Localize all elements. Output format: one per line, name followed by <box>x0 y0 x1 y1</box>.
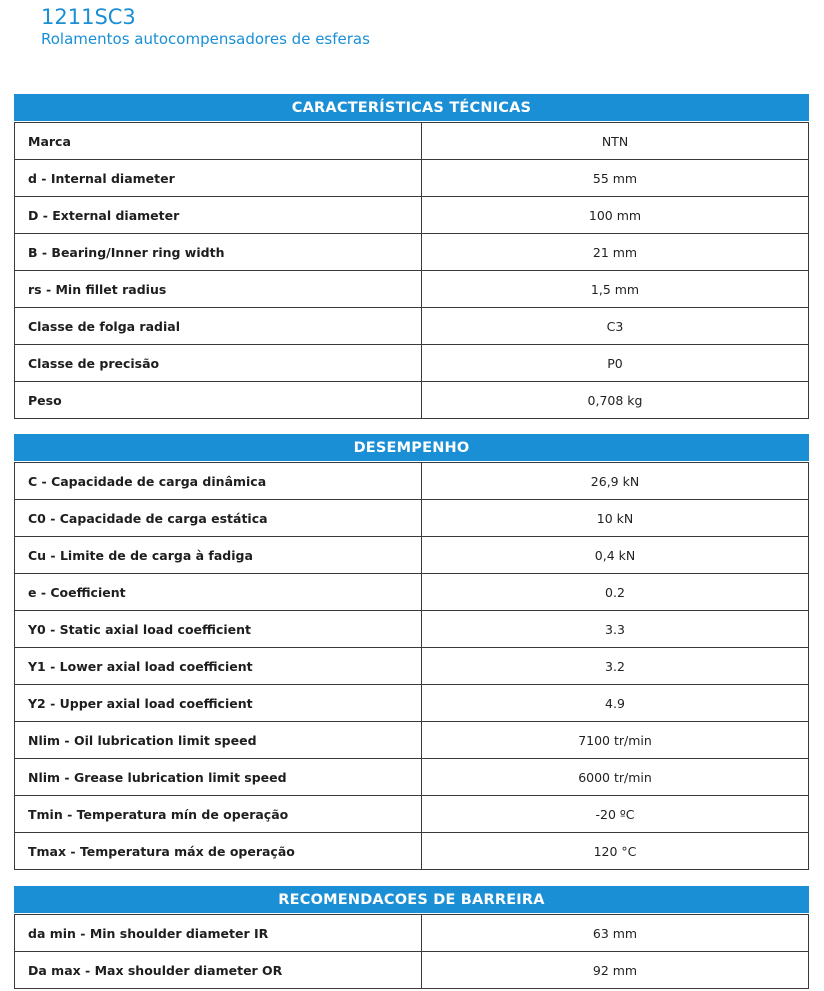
table-row <box>15 722 809 759</box>
table-row <box>15 197 809 234</box>
row-label: B - Bearing/Inner ring width <box>15 234 422 271</box>
row-value: NTN <box>422 123 809 160</box>
row-label: D - External diameter <box>15 197 422 234</box>
row-value: 120 °C <box>422 833 809 870</box>
table-row <box>15 308 809 345</box>
table-row <box>15 271 809 308</box>
row-value: 10 kN <box>422 500 809 537</box>
table-row <box>15 611 809 648</box>
row-value: 55 mm <box>422 160 809 197</box>
row-label: C - Capacidade de carga dinâmica <box>15 463 422 500</box>
product-subtitle: Rolamentos autocompensadores de esferas <box>41 30 370 48</box>
spec-table <box>14 914 809 989</box>
row-value: 0,4 kN <box>422 537 809 574</box>
row-value: 4.9 <box>422 685 809 722</box>
table-row <box>15 345 809 382</box>
table-row <box>15 685 809 722</box>
row-label: Peso <box>15 382 422 419</box>
row-label: Marca <box>15 123 422 160</box>
table-row <box>15 952 809 989</box>
row-value: 26,9 kN <box>422 463 809 500</box>
table-row <box>15 463 809 500</box>
row-label: Tmin - Temperatura mín de operação <box>15 796 422 833</box>
row-label: Nlim - Grease lubrication limit speed <box>15 759 422 796</box>
row-value: 3.2 <box>422 648 809 685</box>
row-label: d - Internal diameter <box>15 160 422 197</box>
table-row <box>15 234 809 271</box>
row-value: P0 <box>422 345 809 382</box>
row-label: da min - Min shoulder diameter IR <box>15 915 422 952</box>
table-row <box>15 382 809 419</box>
row-label: Tmax - Temperatura máx de operação <box>15 833 422 870</box>
row-value: 0.2 <box>422 574 809 611</box>
row-label: rs - Min fillet radius <box>15 271 422 308</box>
row-value: 21 mm <box>422 234 809 271</box>
table-row <box>15 500 809 537</box>
table-row <box>15 537 809 574</box>
row-value: 63 mm <box>422 915 809 952</box>
row-label: Classe de folga radial <box>15 308 422 345</box>
row-value: 0,708 kg <box>422 382 809 419</box>
row-value: 92 mm <box>422 952 809 989</box>
table-row <box>15 796 809 833</box>
row-label: Nlim - Oil lubrication limit speed <box>15 722 422 759</box>
row-label: e - Coefficient <box>15 574 422 611</box>
barrier-recommendations-section <box>14 886 809 989</box>
row-label: C0 - Capacidade de carga estática <box>15 500 422 537</box>
row-label: Y0 - Static axial load coefficient <box>15 611 422 648</box>
row-label: Da max - Max shoulder diameter OR <box>15 952 422 989</box>
table-row <box>15 123 809 160</box>
table-row <box>15 160 809 197</box>
product-title: 1211SC3 <box>41 5 136 29</box>
row-value: -20 ºC <box>422 796 809 833</box>
spec-table <box>14 462 809 870</box>
section-title: CARACTERÍSTICAS TÉCNICAS <box>14 94 809 121</box>
row-value: 3.3 <box>422 611 809 648</box>
page-header <box>41 4 370 48</box>
row-value: 100 mm <box>422 197 809 234</box>
row-value: 7100 tr/min <box>422 722 809 759</box>
technical-characteristics-section <box>14 94 809 419</box>
table-row <box>15 915 809 952</box>
row-label: Y2 - Upper axial load coefficient <box>15 685 422 722</box>
row-label: Classe de precisão <box>15 345 422 382</box>
row-value: C3 <box>422 308 809 345</box>
row-value: 1,5 mm <box>422 271 809 308</box>
performance-section <box>14 434 809 870</box>
row-label: Y1 - Lower axial load coefficient <box>15 648 422 685</box>
row-value: 6000 tr/min <box>422 759 809 796</box>
section-title: RECOMENDACOES DE BARREIRA <box>14 886 809 913</box>
spec-table <box>14 122 809 419</box>
row-label: Cu - Limite de de carga à fadiga <box>15 537 422 574</box>
table-row <box>15 648 809 685</box>
table-row <box>15 574 809 611</box>
table-row <box>15 833 809 870</box>
table-row <box>15 759 809 796</box>
section-title: DESEMPENHO <box>14 434 809 461</box>
